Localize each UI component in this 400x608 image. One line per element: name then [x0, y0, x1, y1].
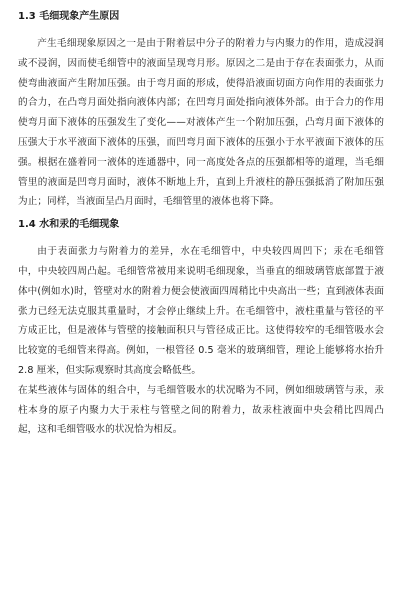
section-heading-water-mercury: 1.4 水和汞的毛细现象 [18, 219, 120, 231]
paragraph-water-mercury: 由于表面张力与附着力的差异，水在毛细管中，中央较四周凹下；汞在毛细管中，中央较四周凸起。毛细管常被用来说明毛细现象，当垂直的细玻璃管底部置于液体中(例如水)时，管壁对水的附着力便会使液面四周稍比中央高出一些；直到液体表面张力已经无法克服其重量时，才会停止继续上升。在毛细管中，液柱重量与管径的平方成正比，但是液体与管壁的接触面积只与管径成正比。这使得较窄的毛细管吸水会比较宽的毛细管来得高。例如，一根管径 0.5 毫米的玻璃细管，理论上能够将水抬升 2.8 厘米，但实际观察时其高度会略低些。 [18, 246, 384, 376]
paragraph-glass-mercury: 在某些液体与固体的组合中，与毛细管吸水的状况略为不同，例如细玻璃管与汞，汞柱本身的原子内聚力大于汞柱与管壁之间的附着力，故汞柱液面中央会稍比四周凸起，这和毛细管吸水的状况恰为相反。 [18, 384, 384, 436]
section-heading-causes: 1.3 毛细现象产生原因 [18, 11, 120, 22]
paragraph-causes: 产生毛细现象原因之一是由于附着层中分子的附着力与内聚力的作用，造成浸润或不浸润，因而使毛细管中的液面呈现弯月形。原因之二是由于存在表面张力，从而使弯曲液面产生附加压强。由于弯月面的形成，使得沿液面切面方向作用的表面张力的合力，在凸弯月面处指向液体内部；在凹弯月面处指向液体外部。由于合力的作用使弯月面下液体的压强发生了变化——对液体产生一个附加压强，凸弯月面下液体的压强大于水平液面下液体的压强，而凹弯月面下液体的压强小于水平液面下液体的压强。根据在盛着同一液体的连通器中，同一高度处各点的压强都相等的道理，当毛细管里的液面是凹弯月面时，液体不断地上升，直到上升液柱的静压强抵消了附加压强为止；同样，当液面呈凸月面时，毛细管里的液体也将下降。 [18, 38, 384, 208]
